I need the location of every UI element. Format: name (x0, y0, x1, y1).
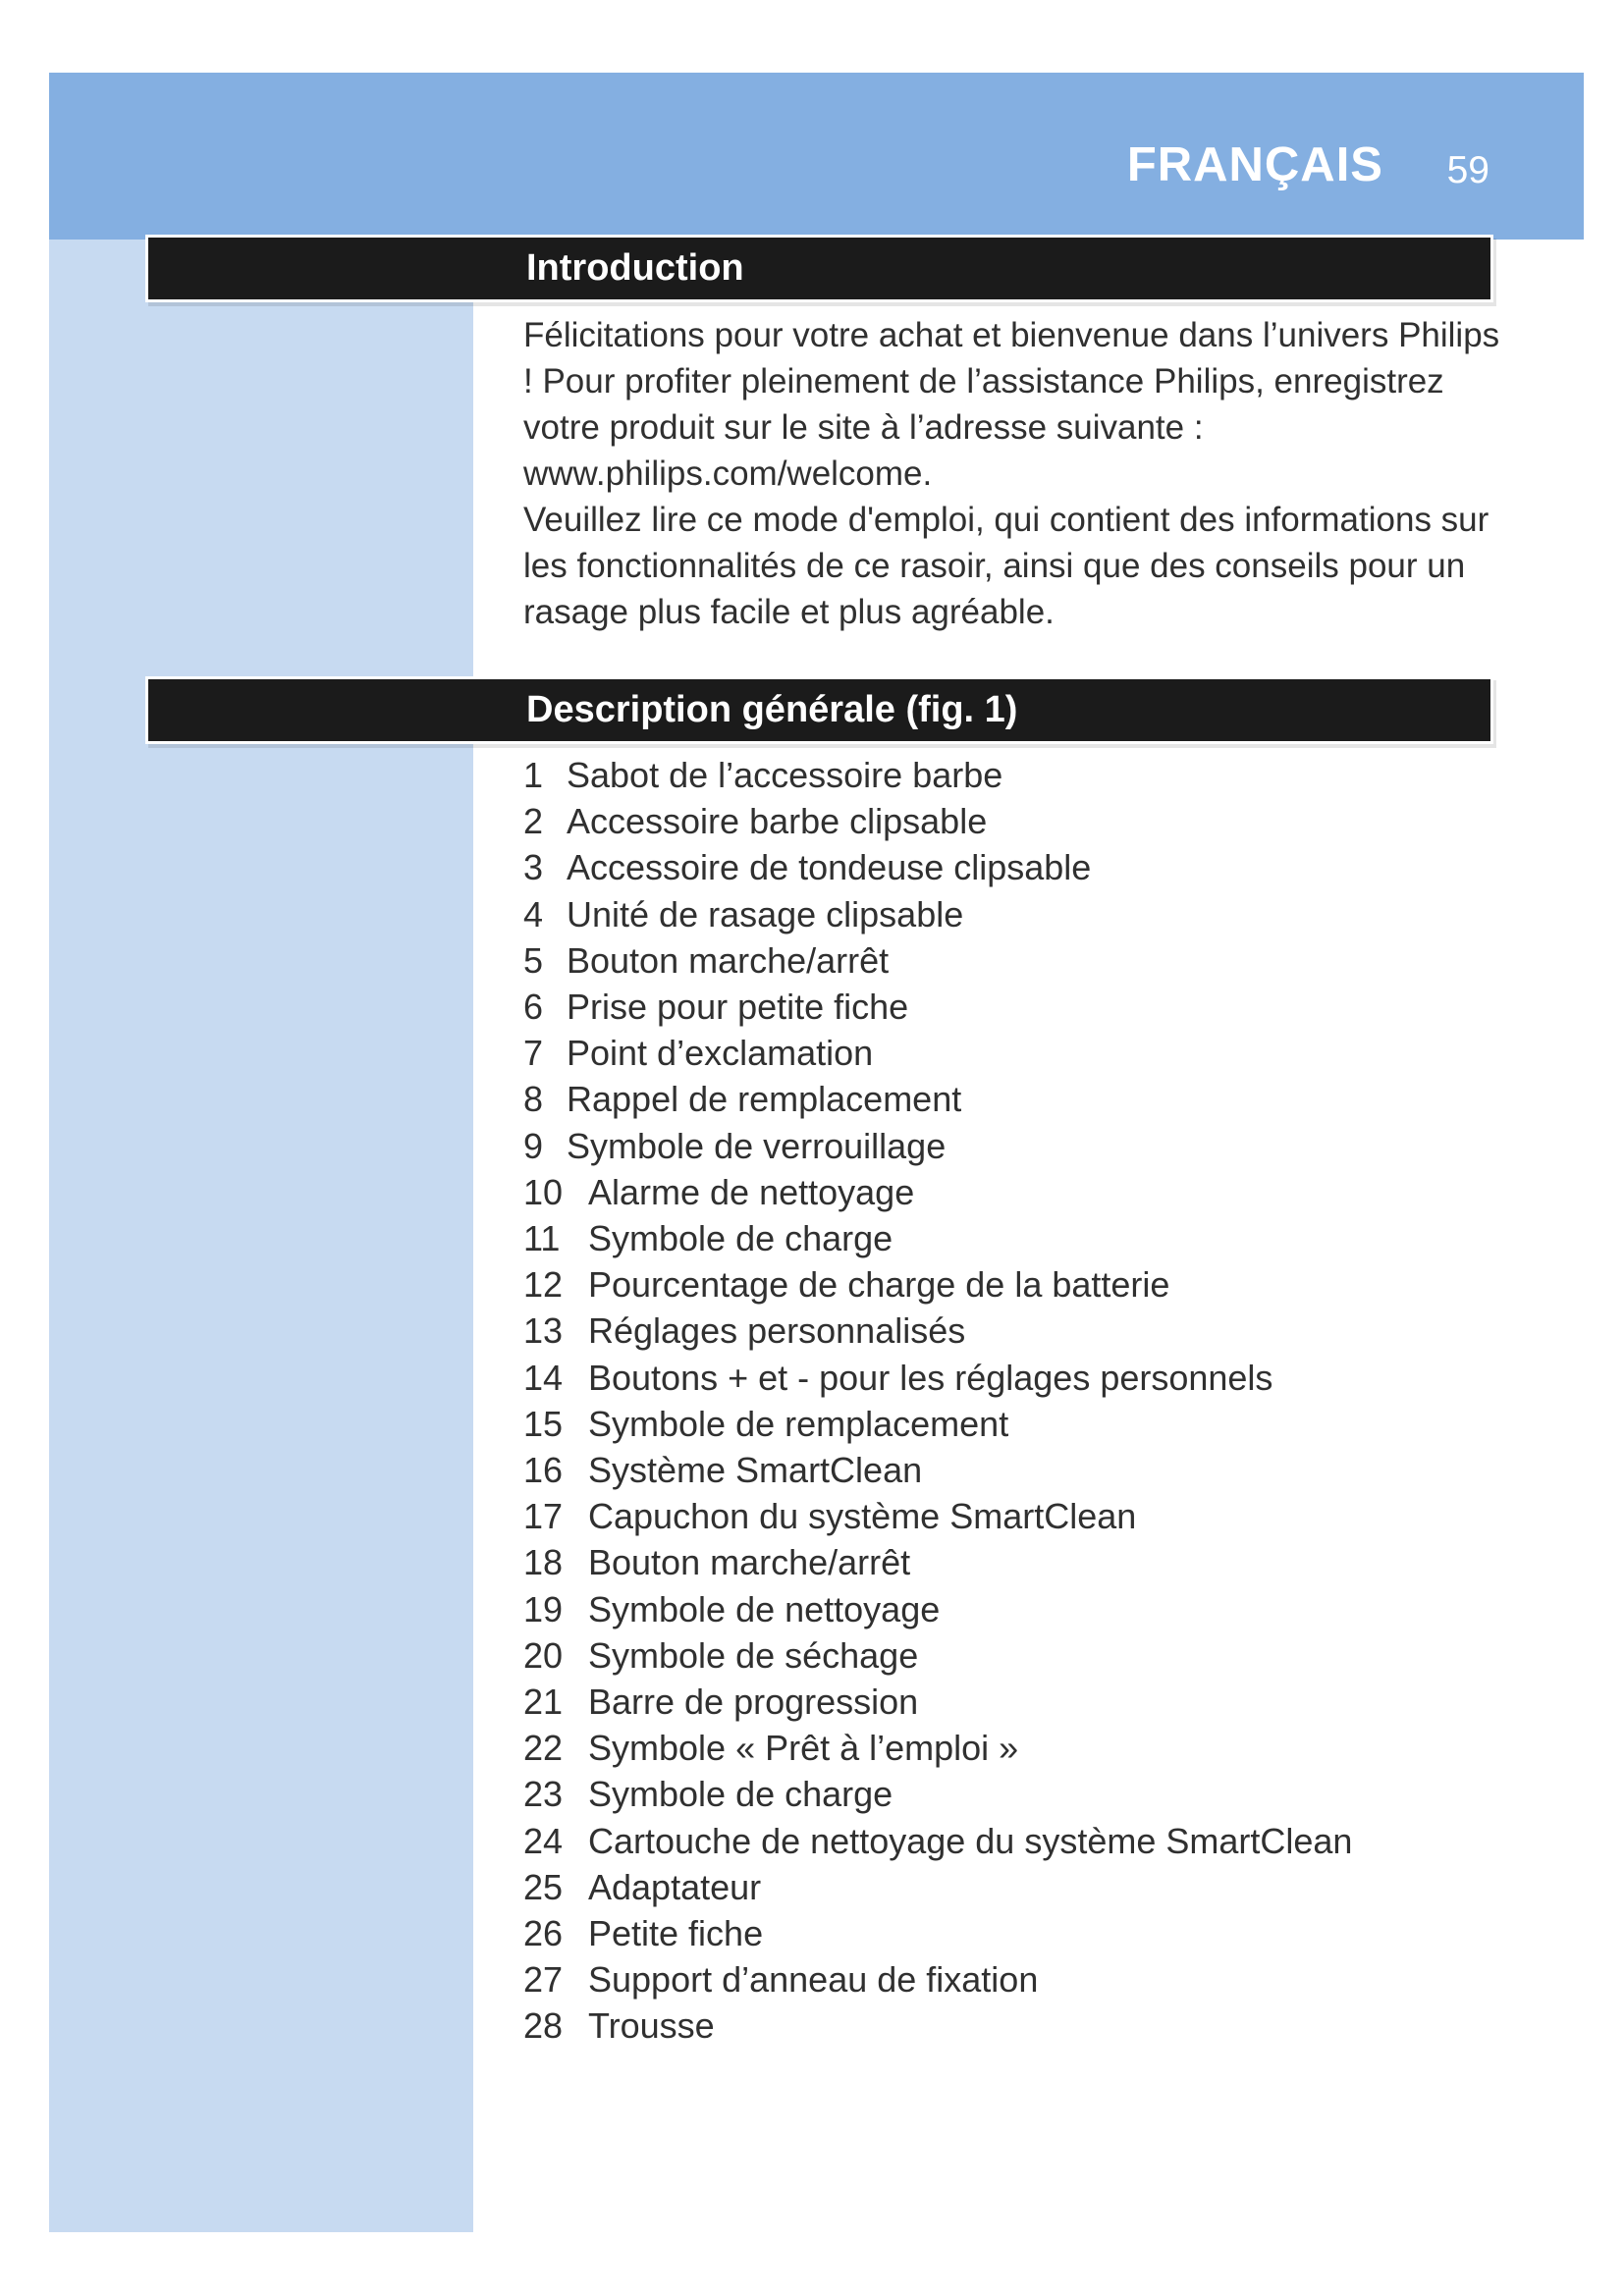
description-section-bar (145, 676, 1493, 744)
list-item-label: Symbole « Prêt à l’emploi » (588, 1728, 1019, 1769)
introduction-section-bar (145, 235, 1493, 302)
page-number: 59 (1446, 149, 1489, 191)
list-item (523, 1864, 1352, 1910)
list-item-number: 4 (523, 893, 544, 934)
list-item (523, 1123, 1352, 1169)
list-item (523, 1956, 1352, 2002)
list-item-label: Barre de progression (588, 1682, 919, 1723)
language-title: FRANÇAIS (1126, 138, 1383, 191)
list-item (523, 1679, 1352, 1725)
list-item-number: 9 (523, 1125, 544, 1166)
list-item-label: Support d’anneau de fixation (588, 1959, 1039, 2001)
list-item (523, 1355, 1352, 1401)
list-item-number: 14 (523, 1357, 564, 1398)
list-item-number: 6 (523, 987, 544, 1028)
introduction-text (523, 312, 1505, 635)
list-item (523, 1169, 1352, 1215)
list-item-number: 22 (523, 1728, 564, 1769)
list-item-number: 21 (523, 1682, 564, 1723)
list-item-label: Petite fiche (588, 1913, 764, 1954)
introduction-heading: Introduction (526, 247, 744, 289)
list-item-label: Symbole de remplacement (588, 1403, 1009, 1444)
list-item-label: Pourcentage de charge de la batterie (588, 1264, 1170, 1306)
list-item (523, 1910, 1352, 1956)
list-item-number: 17 (523, 1496, 564, 1537)
list-item-number: 7 (523, 1033, 544, 1074)
list-item (523, 1215, 1352, 1261)
list-item-number: 28 (523, 2005, 564, 2047)
list-item (523, 1539, 1352, 1585)
list-item-label: Réglages personnalisés (588, 1310, 966, 1352)
list-item-number: 5 (523, 939, 544, 981)
list-item-number: 10 (523, 1171, 564, 1212)
parts-list (523, 752, 1352, 2050)
list-item-label: Unité de rasage clipsable (567, 893, 964, 934)
list-item-label: Point d’exclamation (567, 1033, 874, 1074)
list-item-label: Accessoire de tondeuse clipsable (567, 847, 1092, 888)
list-item-label: Symbole de nettoyage (588, 1588, 941, 1629)
list-item (523, 1632, 1352, 1679)
list-item-number: 24 (523, 1820, 564, 1861)
list-item-number: 1 (523, 755, 544, 795)
list-item (523, 1261, 1352, 1308)
list-item-label: Accessoire barbe clipsable (567, 801, 988, 842)
list-item (523, 1076, 1352, 1122)
list-item-number: 2 (523, 801, 544, 842)
list-item (523, 1401, 1352, 1447)
introduction-paragraph-1: Félicitations pour votre achat et bienvenue dans l’univers Philips ! Pour profiter pleinement de l’assistance Philips, enregistrez votre produit sur le site à l’adresse suivante : www.philips.com/welcome. (523, 316, 1500, 493)
list-item-number: 16 (523, 1450, 564, 1491)
list-item-label: Bouton marche/arrêt (567, 939, 890, 981)
list-item-label: Prise pour petite fiche (567, 987, 909, 1028)
list-item-number: 26 (523, 1913, 564, 1954)
list-item-number: 27 (523, 1959, 564, 2001)
list-item-label: Bouton marche/arrêt (588, 1542, 911, 1583)
list-item-number: 12 (523, 1264, 564, 1306)
list-item-label: Symbole de séchage (588, 1634, 919, 1676)
introduction-paragraph-2: Veuillez lire ce mode d'emploi, qui contient des informations sur les fonctionnalités de ce rasoir, ainsi que des conseils pour un rasage plus facile et plus agréable. (523, 501, 1489, 631)
list-item (523, 1030, 1352, 1076)
list-item-label: Alarme de nettoyage (588, 1171, 915, 1212)
description-heading: Description générale (fig. 1) (526, 689, 1018, 730)
list-item (523, 1447, 1352, 1493)
list-item (523, 1308, 1352, 1354)
list-item (523, 1725, 1352, 1771)
list-item (523, 752, 1352, 798)
list-item-label: Capuchon du système SmartClean (588, 1496, 1137, 1537)
list-item-number: 23 (523, 1774, 564, 1815)
list-item-label: Sabot de l’accessoire barbe (567, 755, 1003, 795)
list-item (523, 798, 1352, 844)
list-item (523, 984, 1352, 1030)
list-item-number: 18 (523, 1542, 564, 1583)
list-item-number: 3 (523, 847, 544, 888)
list-item-number: 19 (523, 1588, 564, 1629)
list-item-label: Symbole de charge (588, 1774, 893, 1815)
list-item-label: Cartouche de nettoyage du système SmartClean (588, 1820, 1353, 1861)
list-item-number: 20 (523, 1634, 564, 1676)
left-sidebar-panel (49, 240, 473, 2232)
list-item-number: 13 (523, 1310, 564, 1352)
list-item-number: 25 (523, 1866, 564, 1907)
list-item-label: Système SmartClean (588, 1450, 923, 1491)
list-item-label: Boutons + et - pour les réglages personnels (588, 1357, 1273, 1398)
list-item (523, 2002, 1352, 2049)
list-item (523, 844, 1352, 890)
list-item-label: Symbole de charge (588, 1218, 893, 1259)
list-item (523, 1771, 1352, 1817)
list-item-label: Trousse (588, 2005, 715, 2047)
list-item-number: 8 (523, 1079, 544, 1120)
list-item-label: Adaptateur (588, 1866, 762, 1907)
list-item-label: Rappel de remplacement (567, 1079, 962, 1120)
list-item-number: 11 (523, 1218, 561, 1259)
list-item-number: 15 (523, 1403, 564, 1444)
list-item (523, 1493, 1352, 1539)
list-item (523, 1586, 1352, 1632)
list-item-label: Symbole de verrouillage (567, 1125, 947, 1166)
list-item (523, 937, 1352, 984)
list-item (523, 891, 1352, 937)
list-item (523, 1818, 1352, 1864)
